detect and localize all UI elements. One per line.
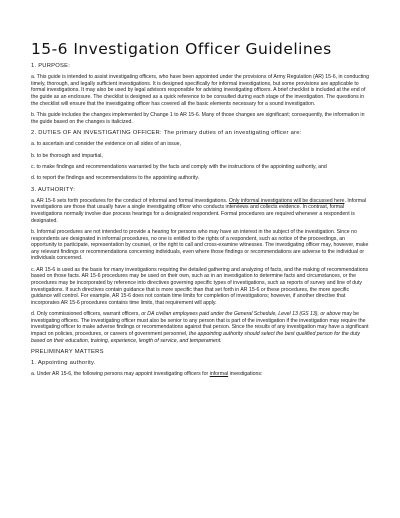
appointing-authority-paragraph-a: [31, 371, 370, 378]
duties-item-c: c. to make findings and recommendations warranted by the facts and comply with the instructions of the appointing authority, and: [31, 163, 327, 170]
appointing-a-text-2: investigations:: [228, 371, 263, 378]
duties-item-a: a. to ascertain and consider the evidence on all sides of an issue,: [31, 141, 181, 148]
document-title: 15-6 Investigation Officer Guidelines: [31, 40, 332, 58]
authority-d-text-1: d. Only commissioned officers, warrant officers,: [31, 311, 142, 318]
authority-paragraph-c: c. AR 15-6 is used as the basis for many investigations requiring the detailed gathering and analyzing of facts, and the making of recommendations based on those facts. AR 15-6 procedures may be used on their own, such as in an investigation to determine facts and circumstances, or the procedures may be incorporated by reference into directives governing specific types of investigations, such as reports of survey and line of duty investigations. If such directives contain guidance that is more specific than that set forth in AR 15-6 or these procedures, the more specific guidance will control. For example, AR 15-6 does not contain time limits for completion of investigations; however, if another directive that incorporates AR 15-6 procedures contains time limits, that requirement will apply.: [31, 266, 369, 306]
authority-d-text-2: may be investigating officers. The investigating officer must also be senior to any person that is part of the investigation if the investigation may require the investigating officer to make adverse findings or recommendations against that person. Since the results of any investigation may have a significant impact on policies, procedures, or careers of government personnel,: [31, 311, 369, 337]
authority-d-italic-1: or DA civilian employees paid under the General Schedule, Level 13 (GS 13), or above: [141, 311, 341, 318]
purpose-paragraph-a: a. This guide is intended to assist investigating officers, who have been appointed under the provisions of Army Regulation (AR) 15-6, in conducting timely, thorough, and legally sufficient investigations. It is designed specifically for informal investigations, but some provisions are applicable to formal investigations. It may also be used by legal advisors responsible for advising investigating officers. A brief checklist is included at the end of the guide as an enclosure. The checklist is designed as a quick reference to be consulted during each stage of the investigation. The questions in the checklist will ensure that the investigating officer has covered all the basic elements necessary for a sound investigation.: [31, 74, 370, 107]
section-preliminary-heading: PRELIMINARY MATTERS: [31, 348, 104, 355]
authority-paragraph-a: [31, 198, 370, 224]
section-duties-heading: 2. DUTIES OF AN INVESTIGATING OFFICER: The primary duties of an investigating officer are:: [31, 129, 302, 136]
duties-item-b: b. to be thorough and impartial,: [31, 152, 103, 159]
authority-a-text-2: . Informal investigations are those that usually have a single investigating officer who conducts interviews and collects evidence. In contrast, formal investigations normally involve due process hearings for a designated respondent. Formal procedures are required whenever a respondent is designated.: [31, 197, 367, 224]
authority-a-underlined: Only informal investigations will be discussed here: [228, 197, 345, 204]
authority-paragraph-d: [31, 311, 370, 344]
appointing-authority-heading: 1. Appointing authority.: [31, 360, 96, 367]
purpose-paragraph-b: b. This guide includes the changes implemented by Change 1 to AR 15-6. Many of those changes are significant; consequently, the information in the guide based on the changes is italicized.: [31, 111, 365, 125]
authority-a-text-1: a. AR 15-6 sets forth procedures for the conduct of informal and formal investigations.: [31, 197, 229, 204]
section-purpose-heading: 1. PURPOSE:: [31, 63, 71, 69]
appointing-a-underlined: informal: [209, 371, 229, 378]
duties-item-d: d. to report the findings and recommendations to the appointing authority.: [31, 175, 200, 182]
authority-d-italic-2: the appointing authority should select the best qualified person for the duty based on their education, training, experience, length of service, and temperament.: [31, 330, 361, 344]
section-authority-heading: 3. AUTHORITY:: [31, 186, 76, 193]
authority-paragraph-b: b. Informal procedures are not intended to provide a hearing for persons who may have an interest in the subject of the investigation. Since no respondents are designated in informal procedures, no one is entitled to the rights of a respondent, such as notice of the proceedings, an opportunity to participate, representation by counsel, or the right to call and cross-examine witnesses. The investigating officer may, however, make any relevant findings or recommendations concerning individuals, even where those findings or recommendations are adverse to the individual or individuals concerned.: [31, 229, 369, 262]
appointing-a-text-1: a. Under AR 15-6, the following persons may appoint investigating officers for: [31, 371, 210, 378]
